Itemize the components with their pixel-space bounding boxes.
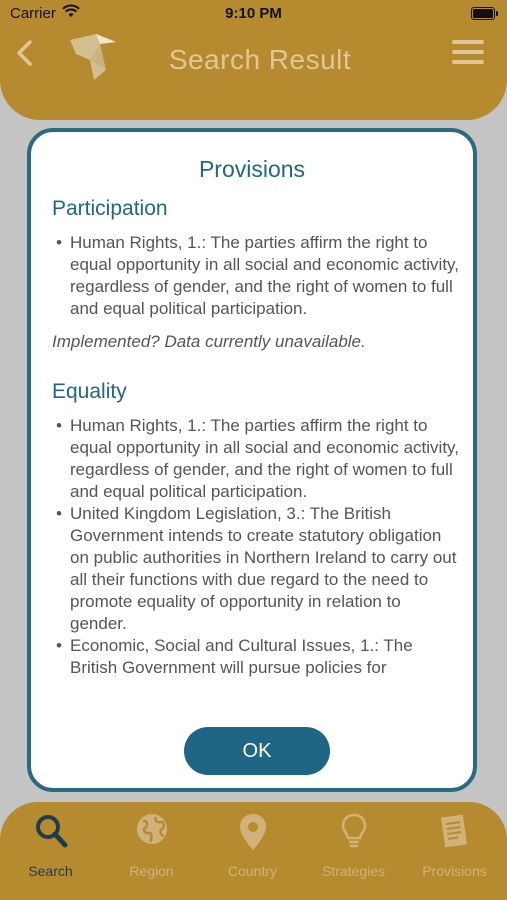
status-bar <box>0 0 507 28</box>
section-heading: Equality <box>52 380 127 403</box>
provision-list <box>52 415 462 679</box>
page-title: Search Result <box>168 44 352 75</box>
search-icon <box>33 812 69 852</box>
provision-list <box>52 232 462 320</box>
tab-label: Provisions <box>422 863 487 879</box>
tab-label: Country <box>227 863 278 879</box>
globe-icon <box>134 812 170 852</box>
section-heading: Participation <box>52 197 168 220</box>
tab-bar <box>0 802 507 900</box>
list-item: • United Kingdom Legislation, 3.: The British Government intends to create statutory obligation on public authorities in Northern Ireland to carry out all their functions with due regard to the need to promote equality of opportunity in relation to gender. <box>52 503 462 635</box>
tab-region[interactable] <box>101 802 202 900</box>
tab-label: Search <box>28 863 73 879</box>
document-icon <box>437 812 473 852</box>
section-participation <box>52 196 462 353</box>
list-item: • Human Rights, 1.: The parties affirm the right to equal opportunity in all social and economic activity, regardless of gender, and the right of women to full and equal political participation. <box>52 232 462 320</box>
section-equality <box>52 379 462 679</box>
modal-title: Provisions <box>198 156 306 182</box>
bird-logo <box>66 30 122 84</box>
clock: 9:10 PM <box>225 5 282 22</box>
map-pin-icon <box>235 812 271 852</box>
list-item: • Economic, Social and Cultural Issues, 1.: The British Government will pursue policies for <box>52 635 462 679</box>
battery-icon <box>471 7 495 20</box>
provisions-modal <box>27 128 477 792</box>
tab-search[interactable] <box>0 802 101 900</box>
ok-button[interactable]: OK <box>184 727 330 775</box>
lightbulb-icon <box>336 812 372 852</box>
carrier-label: Carrier <box>10 5 56 22</box>
modal-scroll-content[interactable] <box>52 196 462 700</box>
nav-header <box>0 28 507 120</box>
tab-label: Strategies <box>321 863 386 879</box>
list-item: • Human Rights, 1.: The parties affirm the right to equal opportunity in all social and economic activity, regardless of gender, and the right of women to full and equal political participation. <box>52 415 462 503</box>
hamburger-menu-icon[interactable] <box>452 40 484 66</box>
tab-provisions[interactable] <box>404 802 505 900</box>
chevron-left-icon[interactable] <box>12 36 38 70</box>
tab-strategies[interactable] <box>303 802 404 900</box>
tab-country[interactable] <box>202 802 303 900</box>
implemented-status: Implemented? Data currently unavailable. <box>52 332 366 351</box>
tab-label: Region <box>129 863 174 879</box>
